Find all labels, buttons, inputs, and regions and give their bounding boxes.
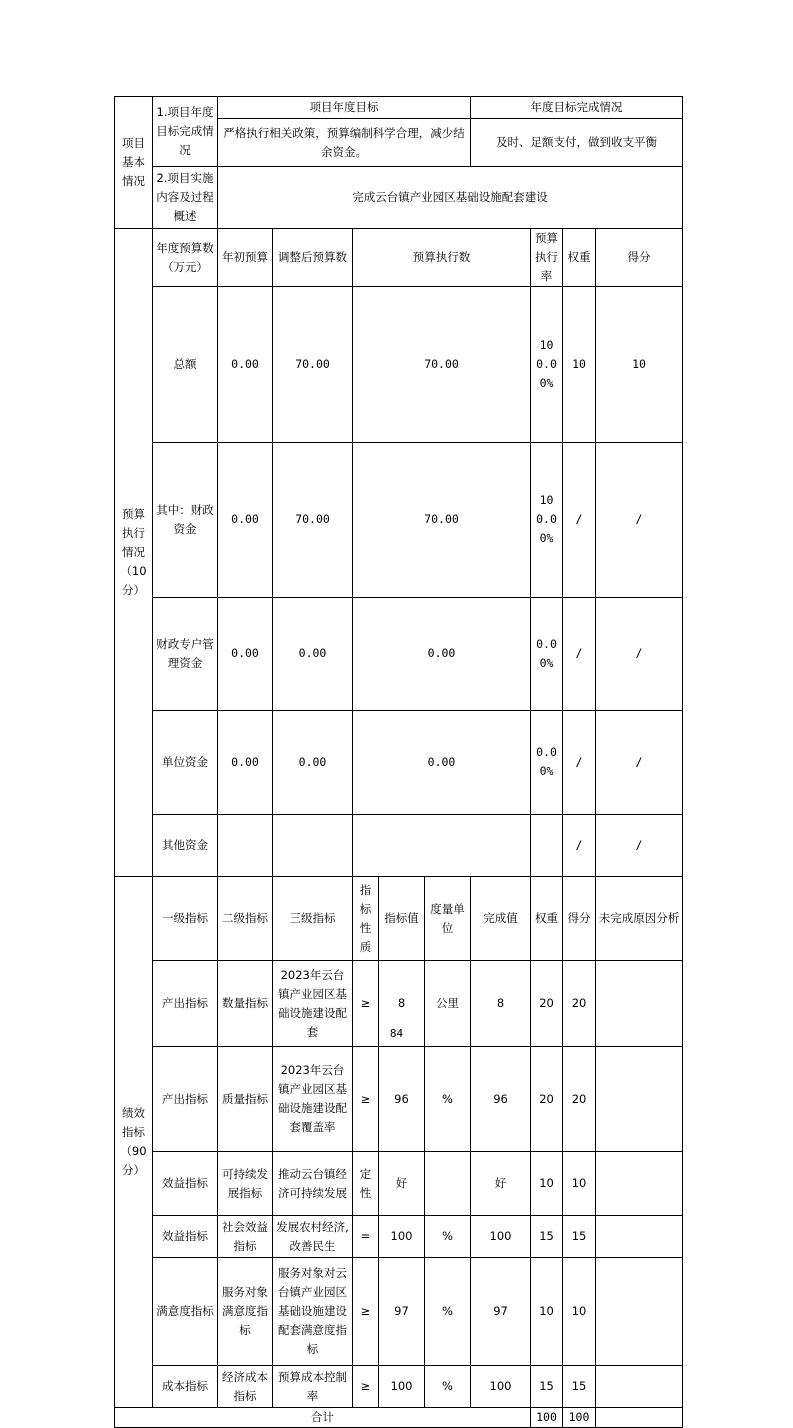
budget-row-rate: 0.00% [531,598,563,711]
perf-weight: 10 [531,1258,563,1366]
budget-row-rate: 100.00% [531,442,563,598]
goal-header: 项目年度目标 [218,97,471,119]
perf-weight: 20 [531,961,563,1047]
budget-header-score: 得分 [596,229,683,287]
budget-row-initial: 0.00 [218,598,273,711]
budget-row-score: / [596,815,683,877]
budget-header-adjusted: 调整后预算数 [273,229,353,287]
budget-row-weight: 10 [563,287,596,443]
perf-row [115,1216,683,1258]
perf-score: 15 [563,1216,596,1258]
completion-header: 年度目标完成情况 [471,97,683,119]
perf-weight: 10 [531,1152,563,1216]
perf-weight: 20 [531,1047,563,1152]
perf-level3: 推动云台镇经济可持续发展 [273,1152,353,1216]
budget-header-rate: 预算执行率 [531,229,563,287]
perf-nature: ≥ [353,1366,379,1408]
goal-label: 1.项目年度目标完成情况 [153,97,218,167]
perf-header-nature: 指标性质 [353,877,379,961]
budget-row-rate [531,815,563,877]
performance-header-row [115,877,683,961]
perf-level1: 产出指标 [153,1047,218,1152]
perf-level3: 服务对象对云台镇产业园区基础设施建设配套满意度指标 [273,1258,353,1366]
perf-header-level3: 三级指标 [273,877,353,961]
perf-actual: 100 [471,1366,531,1408]
perf-weight: 15 [531,1366,563,1408]
budget-header-category: 年度预算数（万元） [153,229,218,287]
perf-level1: 产出指标 [153,961,218,1047]
budget-row-rate: 0.00% [531,710,563,815]
perf-score: 10 [563,1152,596,1216]
budget-row-executed: 70.00 [353,442,531,598]
perf-level3: 2023年云台镇产业园区基础设施建设配套覆盖率 [273,1047,353,1152]
perf-reason [596,1216,683,1258]
perf-level3: 2023年云台镇产业园区基础设施建设配套 [273,961,353,1047]
budget-row-score: / [596,598,683,711]
perf-level2: 服务对象满意度指标 [218,1258,273,1366]
budget-header-initial: 年初预算 [218,229,273,287]
perf-header-actual: 完成值 [471,877,531,961]
goal-text: 严格执行相关政策，预算编制科学合理，减少结余资金。 [218,119,471,167]
perf-unit: 公里 [425,961,471,1047]
budget-row-executed: 0.00 [353,598,531,711]
perf-nature: 定性 [353,1152,379,1216]
budget-row [115,710,683,815]
budget-header-row [115,229,683,287]
budget-row-adjusted: 70.00 [273,442,353,598]
perf-level1: 效益指标 [153,1152,218,1216]
budget-row [115,442,683,598]
perf-value: 96 [379,1047,425,1152]
perf-row [115,1152,683,1216]
budget-row-score: / [596,442,683,598]
perf-header-unit: 度量单位 [425,877,471,961]
budget-row-initial [218,815,273,877]
budget-row-score: / [596,710,683,815]
perf-value: 100 [379,1216,425,1258]
budget-row-executed: 0.00 [353,710,531,815]
perf-score: 15 [563,1366,596,1408]
budget-row-score: 10 [596,287,683,443]
perf-level2: 数量指标 [218,961,273,1047]
perf-level2: 质量指标 [218,1047,273,1152]
perf-actual: 96 [471,1047,531,1152]
budget-header-executed: 预算执行数 [353,229,531,287]
perf-reason [596,1152,683,1216]
page-number: 84 [389,1027,404,1040]
budget-row [115,287,683,443]
budget-row [115,598,683,711]
completion-text: 及时、足额支付，做到收支平衡 [471,119,683,167]
budget-row-initial: 0.00 [218,442,273,598]
budget-row-weight: / [563,442,596,598]
budget-row-weight: / [563,815,596,877]
perf-reason [596,1047,683,1152]
budget-row-weight: / [563,710,596,815]
impl-row [115,167,683,229]
budget-row-name: 财政专户管理资金 [153,598,218,711]
perf-nature: ≥ [353,961,379,1047]
perf-header-weight: 权重 [531,877,563,961]
perf-level1: 成本指标 [153,1366,218,1408]
budget-row-adjusted: 0.00 [273,598,353,711]
perf-weight: 15 [531,1216,563,1258]
perf-row [115,1258,683,1366]
budget-section-label: 预算执行情况（10分） [115,229,153,877]
perf-unit: % [425,1366,471,1408]
perf-score: 20 [563,1047,596,1152]
perf-unit [425,1152,471,1216]
total-label: 合计 [115,1408,531,1428]
perf-unit: % [425,1258,471,1366]
budget-row-adjusted [273,815,353,877]
perf-reason [596,1366,683,1408]
budget-row-weight: / [563,598,596,711]
perf-actual: 好 [471,1152,531,1216]
perf-unit: % [425,1047,471,1152]
budget-row-name: 单位资金 [153,710,218,815]
perf-row [115,1047,683,1152]
perf-level3: 发展农村经济,改善民生 [273,1216,353,1258]
budget-row-name: 总额 [153,287,218,443]
perf-level2: 社会效益指标 [218,1216,273,1258]
perf-level2: 经济成本指标 [218,1366,273,1408]
total-reason [596,1408,683,1428]
budget-row-initial: 0.00 [218,710,273,815]
perf-score: 10 [563,1258,596,1366]
perf-level1: 满意度指标 [153,1258,218,1366]
perf-nature: = [353,1216,379,1258]
basic-section-label: 项目基本情况 [115,97,153,229]
perf-actual: 100 [471,1216,531,1258]
perf-level1: 效益指标 [153,1216,218,1258]
budget-row-adjusted: 70.00 [273,287,353,443]
perf-nature: ≥ [353,1258,379,1366]
basic-header-row [115,97,683,119]
perf-unit: % [425,1216,471,1258]
budget-row-name: 其他资金 [153,815,218,877]
perf-nature: ≥ [353,1047,379,1152]
perf-header-value: 指标值 [379,877,425,961]
perf-level3: 预算成本控制率 [273,1366,353,1408]
perf-actual: 97 [471,1258,531,1366]
budget-row-rate: 100.00% [531,287,563,443]
budget-row-executed: 70.00 [353,287,531,443]
performance-section-label: 绩效指标（90分） [115,877,153,1408]
total-row [115,1408,683,1428]
perf-score: 20 [563,961,596,1047]
perf-value: 好 [379,1152,425,1216]
perf-reason [596,1258,683,1366]
budget-row-executed [353,815,531,877]
impl-label: 2.项目实施内容及过程概述 [153,167,218,229]
impl-text: 完成云台镇产业园区基础设施配套建设 [218,167,683,229]
perf-row [115,1366,683,1408]
perf-header-level2: 二级指标 [218,877,273,961]
budget-row [115,815,683,877]
perf-header-reason: 未完成原因分析 [596,877,683,961]
budget-header-weight: 权重 [563,229,596,287]
perf-header-level1: 一级指标 [153,877,218,961]
performance-evaluation-table [114,96,683,1428]
budget-row-adjusted: 0.00 [273,710,353,815]
perf-value: 8 [379,961,425,1047]
budget-row-initial: 0.00 [218,287,273,443]
perf-level2: 可持续发展指标 [218,1152,273,1216]
perf-value: 97 [379,1258,425,1366]
perf-actual: 8 [471,961,531,1047]
total-weight: 100 [531,1408,563,1428]
perf-header-score: 得分 [563,877,596,961]
budget-row-name: 其中：财政资金 [153,442,218,598]
total-score: 100 [563,1408,596,1428]
perf-value: 100 [379,1366,425,1408]
